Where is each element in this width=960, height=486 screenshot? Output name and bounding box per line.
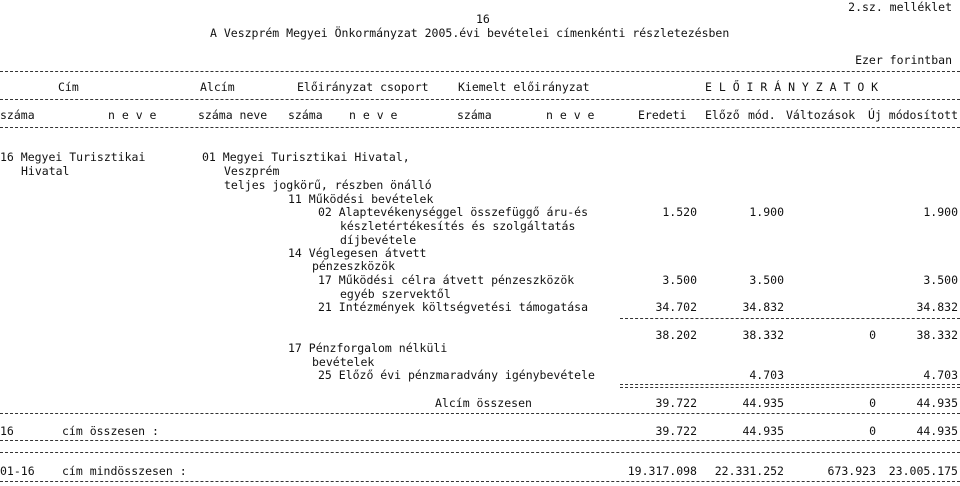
alcim-total-label: Alcím összesen	[435, 396, 532, 410]
col-uj-modositott: Új módosított	[868, 108, 959, 122]
item-17-eredeti: 3.500	[662, 273, 697, 287]
cim-total-elozo: 44.935	[742, 424, 784, 438]
group-11-label: 11 Működési bevételek	[288, 192, 434, 206]
separator	[0, 413, 960, 414]
alcim-name-line2: Veszprém	[224, 164, 280, 178]
group-17-line2: bevételek	[312, 355, 375, 369]
item-02-elozo: 1.900	[749, 205, 784, 219]
col-cim: Cím	[58, 80, 79, 94]
alcim-total-eredeti: 39.722	[655, 396, 697, 410]
col-kiemelt: Kiemelt előirányzat	[458, 80, 590, 94]
grand-total-uj: 23.005.175	[888, 464, 958, 478]
cim-total-code: 16	[0, 424, 14, 438]
subtotal-separator	[620, 318, 960, 319]
item-17-line1: 17 Működési célra átvett pénzeszközök	[318, 273, 575, 287]
alcim-total-valtozas: 0	[869, 396, 876, 410]
col-eloiranyzat-csoport: Előirányzat csoport	[297, 80, 429, 94]
item-02-line3: díjbevétele	[340, 233, 417, 247]
col-szama-3: száma	[457, 108, 492, 122]
col-mod: mód.	[748, 108, 776, 122]
separator	[0, 452, 960, 453]
alcim-name-line1: 01 Megyei Turisztikai Hivatal,	[202, 150, 410, 164]
col-valtozasok: Változások	[786, 108, 856, 122]
col-szama-1: száma	[0, 108, 35, 122]
col-neve-2: n e v e	[349, 108, 398, 122]
col-eredeti: Eredeti	[638, 108, 687, 122]
alcim-name-line3: teljes jogkörű, részben önálló	[224, 178, 432, 192]
item-21-eredeti: 34.702	[655, 300, 697, 314]
group-14-line2: pénzeszközök	[312, 259, 396, 273]
subtotal-uj: 38.332	[916, 328, 958, 342]
attachment-label: 2.sz. melléklet	[848, 0, 952, 14]
item-25-uj: 4.703	[923, 368, 958, 382]
subtotal-valtozas: 0	[869, 328, 876, 342]
grand-total-valtozas: 673.923	[827, 464, 876, 478]
separator	[0, 127, 960, 128]
grand-total-label: cím mindösszesen :	[62, 464, 187, 478]
separator	[0, 440, 960, 441]
col-eloiranyzatok: E L Ő I R Á N Y Z A T O K	[705, 80, 879, 94]
cim-name-line2: Hivatal	[21, 164, 70, 178]
item-02-line2: készletértékesítés és szolgáltatás	[340, 219, 576, 233]
col-neve-3: n e v e	[546, 108, 595, 122]
group-17-line1: 17 Pénzforgalom nélküli	[288, 341, 448, 355]
separator	[0, 481, 960, 482]
separator	[0, 99, 960, 100]
item-21-elozo: 34.832	[742, 300, 784, 314]
page-number: 16	[476, 12, 490, 26]
cim-total-uj: 44.935	[916, 424, 958, 438]
item-02-uj: 1.900	[923, 205, 958, 219]
item-25-label: 25 Előző évi pénzmaradvány igénybevétele	[318, 368, 595, 382]
grand-total-elozo: 22.331.252	[714, 464, 784, 478]
item-21-uj: 34.832	[916, 300, 958, 314]
col-szama-neve: száma neve	[198, 108, 268, 122]
page-title: A Veszprém Megyei Önkormányzat 2005.évi bevételei címenkénti részletezésben	[210, 26, 730, 40]
col-szama-2: száma	[288, 108, 323, 122]
col-neve-1: n e v e	[108, 108, 157, 122]
item-17-uj: 3.500	[923, 273, 958, 287]
grand-total-eredeti: 19.317.098	[627, 464, 697, 478]
item-17-line2: egyéb szervektől	[340, 287, 451, 301]
subtotal-elozo: 38.332	[742, 328, 784, 342]
subtotal-eredeti: 38.202	[655, 328, 697, 342]
group-14-line1: 14 Véglegesen átvett	[288, 246, 427, 260]
alcim-total-uj: 44.935	[916, 396, 958, 410]
unit-label: Ezer forintban	[855, 53, 952, 67]
separator	[0, 71, 960, 72]
grand-total-code: 01-16	[0, 464, 35, 478]
cim-name-line1: 16 Megyei Turisztikai	[0, 150, 146, 164]
item-21-label: 21 Intézmények költségvetési támogatása	[318, 300, 589, 314]
item-02-line1: 02 Alaptevékenységgel összefüggő áru-és	[318, 205, 589, 219]
alcim-total-elozo: 44.935	[742, 396, 784, 410]
col-elozo: Előző	[705, 108, 740, 122]
cim-total-valtozas: 0	[869, 424, 876, 438]
cim-total-label: cím összesen :	[62, 424, 159, 438]
item-17-elozo: 3.500	[749, 273, 784, 287]
double-separator	[620, 384, 960, 388]
col-alcim: Alcím	[200, 80, 235, 94]
cim-total-eredeti: 39.722	[655, 424, 697, 438]
item-25-elozo: 4.703	[749, 368, 784, 382]
item-02-eredeti: 1.520	[662, 205, 697, 219]
